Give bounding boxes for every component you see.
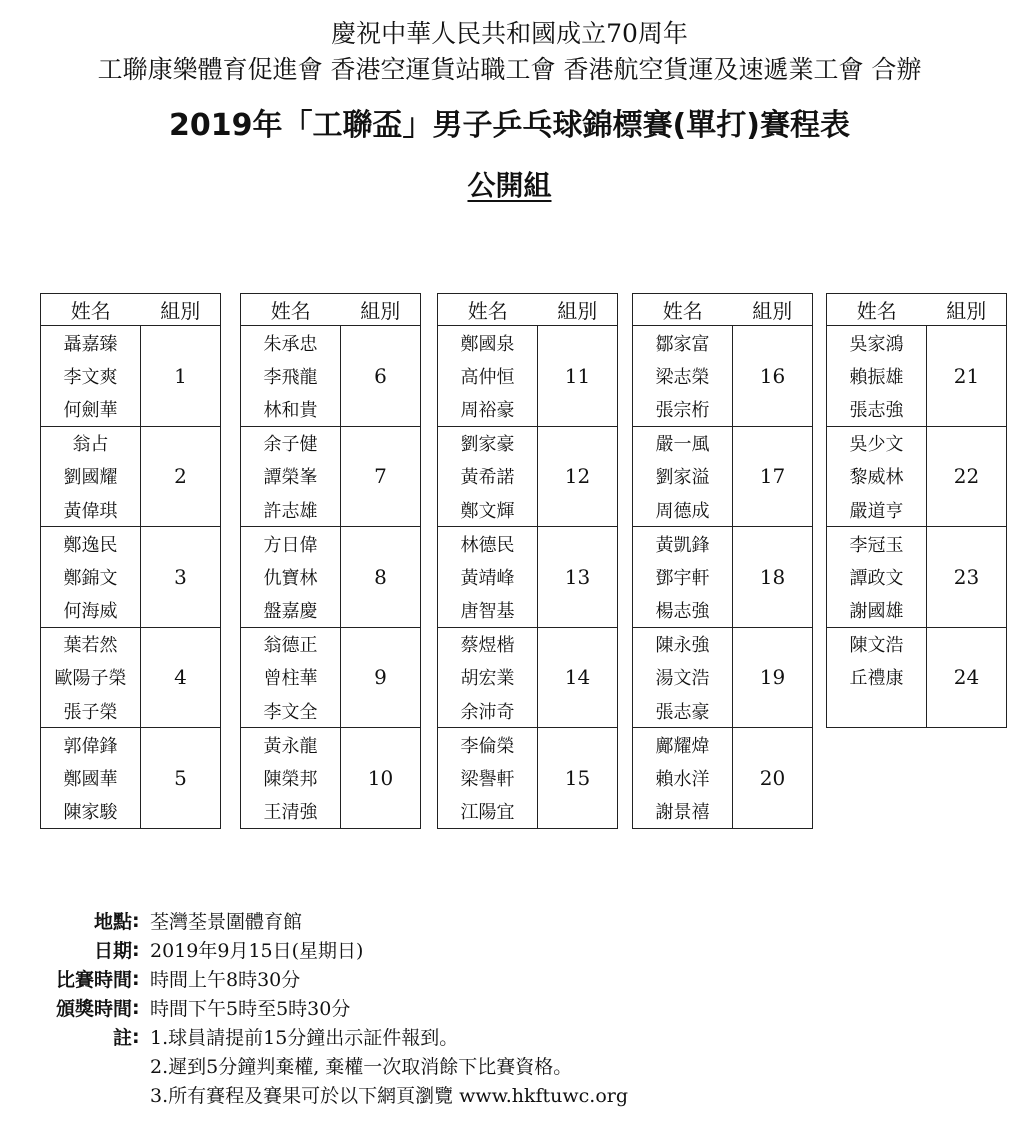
player-name: 湯文浩 (633, 661, 733, 694)
table-header-row (41, 294, 221, 326)
event-info (0, 906, 900, 1109)
player-name: 張志豪 (633, 694, 733, 728)
table-row (633, 426, 813, 460)
player-name: 李冠玉 (827, 527, 927, 561)
name-column-header: 姓名 (241, 294, 341, 326)
player-name: 郭偉鋒 (41, 728, 141, 762)
header-line-1: 慶祝中華人民共和國成立70周年 (331, 19, 688, 48)
player-name: 朱承忠 (241, 326, 341, 360)
table-row (41, 426, 221, 460)
division-heading (0, 164, 1019, 204)
note-item: 3.所有賽程及賽果可於以下網頁瀏覽 www.hkftuwc.org (150, 1085, 629, 1107)
player-name: 譚榮峯 (241, 460, 341, 493)
group-column-header: 組別 (141, 294, 221, 326)
table-row (41, 627, 221, 661)
group-number: 20 (733, 728, 813, 829)
note-item: 2.遲到5分鐘判棄權, 棄權一次取消餘下比賽資格。 (150, 1056, 573, 1078)
player-name: 曾柱華 (241, 661, 341, 694)
table-row (241, 728, 421, 762)
group-number: 15 (538, 728, 618, 829)
player-name: 黎威林 (827, 460, 927, 493)
info-row (0, 993, 900, 1022)
info-value: 時間上午8時30分 (150, 969, 301, 991)
table-row (633, 326, 813, 360)
player-name: 謝國雄 (827, 594, 927, 628)
table-row (827, 527, 1007, 561)
group-number: 6 (341, 326, 421, 427)
table-row (827, 426, 1007, 460)
player-name: 吳家鴻 (827, 326, 927, 360)
player-name: 鄒家富 (633, 326, 733, 360)
name-column-header: 姓名 (438, 294, 538, 326)
table-row (827, 627, 1007, 661)
player-name: 翁占 (41, 426, 141, 460)
group-table-2 (240, 293, 421, 829)
group-column-header: 組別 (538, 294, 618, 326)
table-row (438, 728, 618, 762)
player-name: 鄭國泉 (438, 326, 538, 360)
player-name: 鄺耀煒 (633, 728, 733, 762)
player-name: 余子健 (241, 426, 341, 460)
player-name: 張子榮 (41, 694, 141, 728)
group-number: 3 (141, 527, 221, 628)
player-name: 江陽宜 (438, 795, 538, 829)
player-name: 陳文浩 (827, 627, 927, 661)
player-name (827, 694, 927, 728)
info-row (0, 964, 900, 993)
group-table-3 (437, 293, 618, 829)
player-name: 鄭國華 (41, 761, 141, 794)
group-number: 14 (538, 627, 618, 728)
player-name: 盤嘉慶 (241, 594, 341, 628)
group-table-5 (826, 293, 1007, 728)
group-column-header: 組別 (341, 294, 421, 326)
group-number: 21 (927, 326, 1007, 427)
table-row (241, 426, 421, 460)
table-header-row (827, 294, 1007, 326)
player-name: 楊志強 (633, 594, 733, 628)
group-number: 19 (733, 627, 813, 728)
player-name: 林德民 (438, 527, 538, 561)
player-name: 李飛龍 (241, 359, 341, 392)
notes-label: 註 (112, 1027, 132, 1049)
table-row (438, 426, 618, 460)
group-number: 16 (733, 326, 813, 427)
player-name: 許志雄 (241, 493, 341, 527)
player-name: 高仲恒 (438, 359, 538, 392)
group-table-1 (40, 293, 221, 829)
group-number: 13 (538, 527, 618, 628)
colon-separator: : (132, 938, 140, 961)
table-row (438, 326, 618, 360)
info-label: 頒獎時間 (55, 998, 132, 1020)
player-name: 李文爽 (41, 359, 141, 392)
name-column-header: 姓名 (827, 294, 927, 326)
player-name: 劉家豪 (438, 426, 538, 460)
table-header-row (241, 294, 421, 326)
table-header-row (633, 294, 813, 326)
player-name: 唐智基 (438, 594, 538, 628)
group-number: 1 (141, 326, 221, 427)
note-item: 1.球員請提前15分鐘出示証件報到。 (150, 1027, 459, 1049)
table-row (633, 527, 813, 561)
player-name: 鄭逸民 (41, 527, 141, 561)
player-name: 方日偉 (241, 527, 341, 561)
table-row (438, 627, 618, 661)
player-name: 何海威 (41, 594, 141, 628)
player-name: 黃偉琪 (41, 493, 141, 527)
player-name: 余沛奇 (438, 694, 538, 728)
player-name: 胡宏業 (438, 661, 538, 694)
table-header-row (438, 294, 618, 326)
player-name: 鄭文輝 (438, 493, 538, 527)
player-name: 李文全 (241, 694, 341, 728)
colon-separator: : (132, 996, 140, 1019)
group-column-header: 組別 (733, 294, 813, 326)
player-name: 林和貴 (241, 392, 341, 426)
table-row (41, 527, 221, 561)
player-name: 劉國耀 (41, 460, 141, 493)
group-number: 18 (733, 527, 813, 628)
player-name: 陳家駿 (41, 795, 141, 829)
group-number: 22 (927, 426, 1007, 527)
player-name: 鄭錦文 (41, 560, 141, 593)
division-label: 公開組 (467, 169, 552, 202)
table-row (827, 326, 1007, 360)
player-name: 嚴道亨 (827, 493, 927, 527)
page-title: 2019年「工聯盃」男子乒乓球錦標賽(單打)賽程表 (169, 108, 850, 143)
player-name: 黃凱鋒 (633, 527, 733, 561)
group-number: 10 (341, 728, 421, 829)
group-column-header: 組別 (927, 294, 1007, 326)
player-name: 李倫榮 (438, 728, 538, 762)
player-name: 梁譽軒 (438, 761, 538, 794)
player-name: 陳榮邦 (241, 761, 341, 794)
info-row (0, 935, 900, 964)
player-name: 劉家溢 (633, 460, 733, 493)
player-name: 王清強 (241, 795, 341, 829)
player-name: 仇寶林 (241, 560, 341, 593)
group-number: 11 (538, 326, 618, 427)
colon-separator: : (132, 967, 140, 990)
player-name: 翁德正 (241, 627, 341, 661)
player-name: 黃永龍 (241, 728, 341, 762)
player-name: 嚴一風 (633, 426, 733, 460)
colon-separator: : (132, 1025, 140, 1048)
player-name: 吳少文 (827, 426, 927, 460)
player-name: 梁志榮 (633, 359, 733, 392)
player-name: 周德成 (633, 493, 733, 527)
player-name: 黃希諾 (438, 460, 538, 493)
player-name: 鄧宇軒 (633, 560, 733, 593)
player-name: 周裕豪 (438, 392, 538, 426)
group-number: 17 (733, 426, 813, 527)
info-row (0, 906, 900, 935)
player-name: 丘禮康 (827, 661, 927, 694)
info-value: 2019年9月15日(星期日) (150, 940, 364, 962)
player-name: 何劍華 (41, 392, 141, 426)
info-value: 時間下午5時至5時30分 (150, 998, 351, 1020)
player-name: 歐陽子榮 (41, 661, 141, 694)
group-number: 7 (341, 426, 421, 527)
notes-row (0, 1022, 900, 1051)
player-name: 譚政文 (827, 560, 927, 593)
player-name: 賴水洋 (633, 761, 733, 794)
player-name: 葉若然 (41, 627, 141, 661)
table-row (633, 627, 813, 661)
table-row (633, 728, 813, 762)
group-number: 24 (927, 627, 1007, 728)
player-name: 聶嘉臻 (41, 326, 141, 360)
group-number: 8 (341, 527, 421, 628)
group-table-4 (632, 293, 813, 829)
player-name: 陳永強 (633, 627, 733, 661)
player-name: 張志強 (827, 392, 927, 426)
group-number: 12 (538, 426, 618, 527)
info-label: 日期 (93, 940, 132, 962)
player-name: 賴振雄 (827, 359, 927, 392)
info-label: 比賽時間 (55, 969, 132, 991)
table-row (241, 326, 421, 360)
name-column-header: 姓名 (633, 294, 733, 326)
info-value: 荃灣荃景圍體育館 (150, 911, 303, 933)
player-name: 黃靖峰 (438, 560, 538, 593)
group-number: 23 (927, 527, 1007, 628)
name-column-header: 姓名 (41, 294, 141, 326)
group-number: 9 (341, 627, 421, 728)
group-number: 2 (141, 426, 221, 527)
group-number: 4 (141, 627, 221, 728)
table-row (438, 527, 618, 561)
table-row (41, 326, 221, 360)
table-row (41, 728, 221, 762)
player-name: 謝景禧 (633, 795, 733, 829)
player-name: 蔡煜楷 (438, 627, 538, 661)
table-row (241, 627, 421, 661)
colon-separator: : (132, 909, 140, 932)
header-line-2: 工聯康樂體育促進會 香港空運貨站職工會 香港航空貨運及速遞業工會 合辦 (97, 55, 922, 84)
group-number: 5 (141, 728, 221, 829)
info-label: 地點 (93, 911, 132, 933)
table-row (241, 527, 421, 561)
player-name: 張宗桁 (633, 392, 733, 426)
